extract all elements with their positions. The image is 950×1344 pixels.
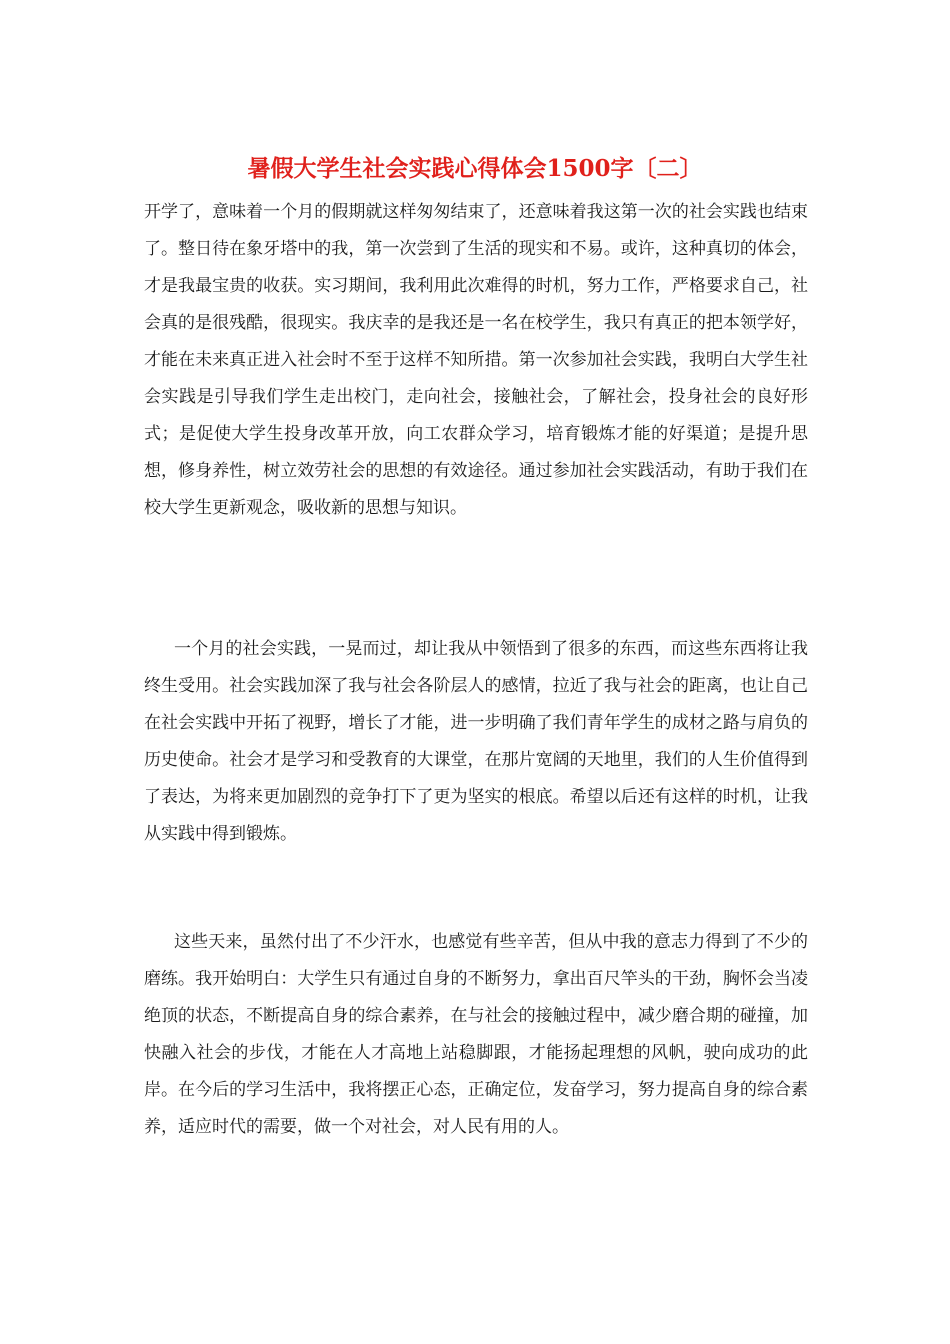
paragraph-3: 这些天来，虽然付出了不少汗水，也感觉有些辛苦，但从中我的意志力得到了不少的磨练。我开始明白：大学生只有通过自身的不断努力，拿出百尺竿头的干劲，胸怀会当凌绝顶的状态，不断提高自身的综合素养，在与社会的接触过程中，减少磨合期的碰撞，加快融入社会的步伐，才能在人才高地上站稳脚跟，才能扬起理想的风帆，驶向成功的此岸。在今后的学习生活中，我将摆正心态，正确定位，发奋学习，努力提高自身的综合素养，适应时代的需要，做一个对社会，对人民有用的人。 bbox=[144, 932, 808, 1137]
document-title: 暑假大学生社会实践心得体会1500字〔二〕 bbox=[247, 155, 703, 182]
paragraph-1: 开学了，意味着一个月的假期就这样匆匆结束了，还意味着我这第一次的社会实践也结束了。整日待在象牙塔中的我，第一次尝到了生活的现实和不易。或许，这种真切的体会，才是我最宝贵的收获。实习期间，我利用此次难得的时机，努力工作，严格要求自己，社会真的是很残酷，很现实。我庆幸的是我还是一名在校学生，我只有真正的把本领学好，才能在未来真正进入社会时不至于这样不知所措。第一次参加社会实践，我明白大学生社会实践是引导我们学生走出校门，走向社会，接触社会，了解社会，投身社会的良好形式；是促使大学生投身改革开放，向工农群众学习，培育锻炼才能的好渠道；是提升思想，修身养性，树立效劳社会的思想的有效途径。通过参加社会实践活动，有助于我们在校大学生更新观念，吸收新的思想与知识。 bbox=[144, 202, 808, 518]
paragraph-2: 一个月的社会实践，一晃而过，却让我从中领悟到了很多的东西，而这些东西将让我终生受用。社会实践加深了我与社会各阶层人的感情，拉近了我与社会的距离，也让自己在社会实践中开拓了视野，增长了才能，进一步明确了我们青年学生的成材之路与肩负的历史使命。社会才是学习和受教育的大课堂，在那片宽阔的天地里，我们的人生价值得到了表达，为将来更加剧烈的竞争打下了更为坚实的根底。希望以后还有这样的时机，让我从实践中得到锻炼。 bbox=[144, 639, 808, 844]
